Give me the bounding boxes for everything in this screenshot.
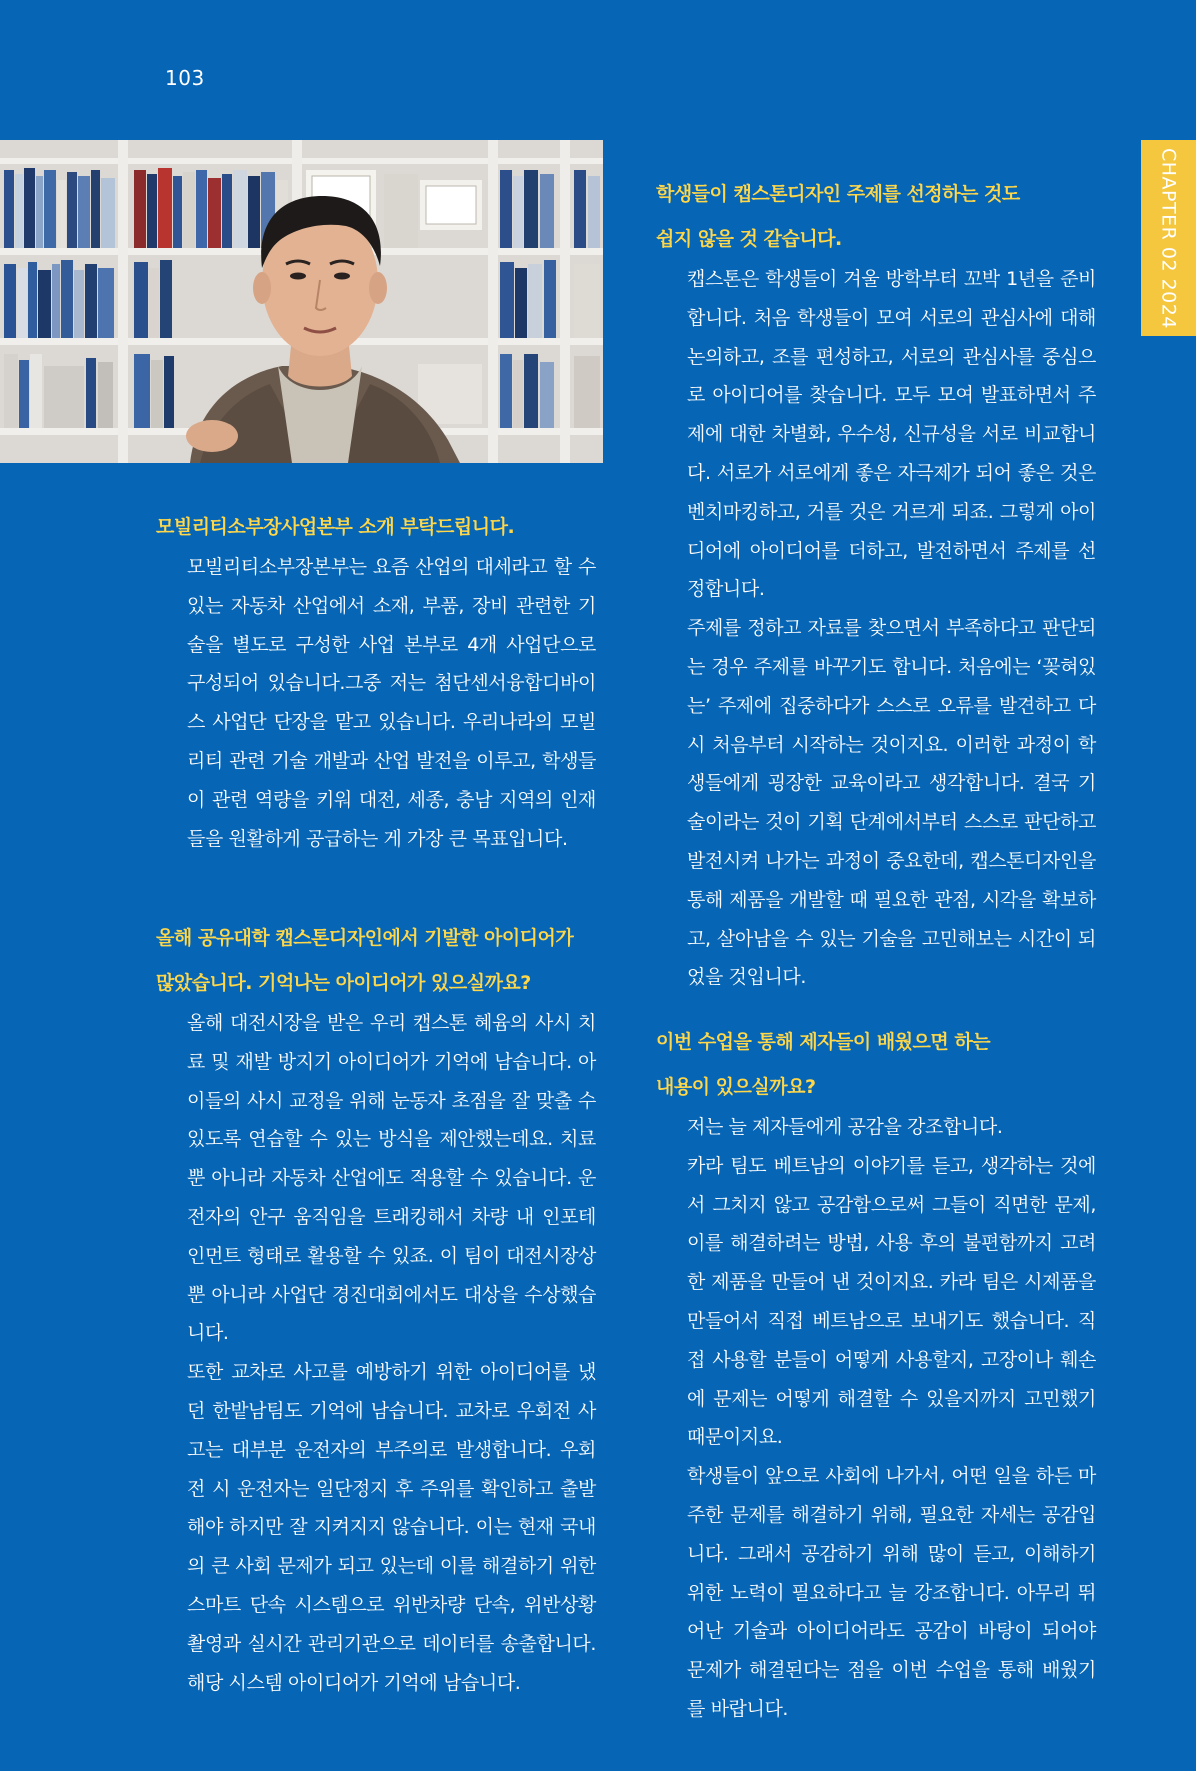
heading-line: 많았습니다. 기억나는 아이디어가 있으실까요? [156, 972, 531, 994]
heading-line: 쉽지 않을 것 같습니다. [656, 228, 842, 250]
section-body [656, 1108, 1096, 1729]
section-intro [156, 505, 596, 858]
section-lessons [656, 1020, 1096, 1729]
heading-line: 이번 수업을 통해 제자들이 배웠으면 하는 [656, 1031, 991, 1053]
heading-line: 올해 공유대학 캡스톤디자인에서 기발한 아이디어가 [156, 927, 574, 949]
paragraph: 저는 늘 제자들에게 공감을 강조합니다. [687, 1116, 1003, 1138]
interview-photo [0, 140, 603, 463]
section-body [156, 1004, 596, 1702]
section-heading [656, 172, 1096, 262]
section-heading [156, 916, 596, 1006]
paragraph: 또한 교차로 사고를 예방하기 위한 아이디어를 냈던 한밭남팀도 기억에 남습니다. 교차로 우회전 사고는 대부분 운전자의 부주의로 발생합니다. 우회전 시 운전자는 일단정지 후 주위를 확인하고 출발해야 하지만 잘 지켜지지 않습니다. 이는 현재 국내의 큰 사회 문제가 되고 있는데 이를 해결하기 위한 스마트 단속 시스템으로 위반차량 단속, 위반상황 촬영과 실시간 관리기관으로 데이터를 송출합니다. 해당 시스템 아이디어가 기억에 남습니다. [187, 1361, 596, 1694]
paragraph: 올해 대전시장을 받은 우리 캡스톤 혜윰의 사시 치료 및 재발 방지기 아이디어가 기억에 남습니다. 아이들의 사시 교정을 위해 눈동자 초점을 잘 맞출 수 있도록 연습할 수 있는 방식을 제안했는데요. 치료뿐 아니라 자동차 산업에도 적용할 수 있습니다. 운전자의 안구 움직임을 트래킹해서 차량 내 인포테인먼트 형태로 활용할 수 있죠. 이 팀이 대전시장상뿐 아니라 사업단 경진대회에서도 대상을 수상했습니다. [187, 1012, 596, 1345]
section-body [656, 260, 1096, 997]
section-body [156, 548, 596, 858]
paragraph: 캡스톤은 학생들이 겨울 방학부터 꼬박 1년을 준비합니다. 처음 학생들이 모여 서로의 관심사에 대해 논의하고, 조를 편성하고, 서로의 관심사를 중심으로 아이디어를 찾습니다. 모두 모여 발표하면서 주제에 대한 차별화, 우수성, 신규성을 서로 비교합니다. 서로가 서로에게 좋은 자극제가 되어 좋은 것은 벤치마킹하고, 거를 것은 거르게 되죠. 그렇게 아이디어에 아이디어를 더하고, 발전하면서 주제를 선정합니다. [687, 268, 1096, 601]
section-topic-selection [656, 172, 1096, 997]
chapter-tab [1141, 140, 1196, 336]
heading-line: 내용이 있으실까요? [656, 1076, 816, 1098]
heading-line: 모빌리티소부장사업본부 소개 부탁드립니다. [156, 516, 515, 538]
heading-line: 학생들이 캡스톤디자인 주제를 선정하는 것도 [656, 183, 1020, 205]
section-heading [656, 1020, 1096, 1110]
paragraph: 모빌리티소부장본부는 요즘 산업의 대세라고 할 수 있는 자동차 산업에서 소재, 부품, 장비 관련한 기술을 별도로 구성한 사업 본부로 4개 사업단으로 구성되어 있습니다.그중 저는 첨단센서융합디바이스 사업단 단장을 맡고 있습니다. 우리나라의 모빌리티 관련 기술 개발과 산업 발전을 이루고, 학생들이 관련 역량을 키워 대전, 세종, 충남 지역의 인재들을 원활하게 공급하는 게 가장 큰 목표입니다. [187, 556, 596, 850]
section-heading [156, 505, 596, 550]
chapter-tab-label: CHAPTER 02 2024 [1157, 147, 1180, 329]
paragraph: 주제를 정하고 자료를 찾으면서 부족하다고 판단되는 경우 주제를 바꾸기도 합니다. 처음에는 ‘꽂혀있는’ 주제에 집중하다가 스스로 오류를 발견하고 다시 처음부터 시작하는 것이지요. 이러한 과정이 학생들에게 굉장한 교육이라고 생각합니다. 결국 기술이라는 것이 기획 단계에서부터 스스로 판단하고 발전시켜 나가는 과정이 중요한데, 캡스톤디자인을 통해 제품을 개발할 때 필요한 관점, 시각을 확보하고, 살아남을 수 있는 기술을 고민해보는 시간이 되었을 것입니다. [687, 617, 1096, 989]
paragraph: 학생들이 앞으로 사회에 나가서, 어떤 일을 하든 마주한 문제를 해결하기 위해, 필요한 자세는 공감입니다. 그래서 공감하기 위해 많이 듣고, 이해하기 위한 노력이 필요하다고 늘 강조합니다. 아무리 뛰어난 기술과 아이디어라도 공감이 바탕이 되어야 문제가 해결된다는 점을 이번 수업을 통해 배웠기를 바랍니다. [687, 1465, 1096, 1720]
section-capstone-ideas [156, 916, 596, 1702]
paragraph: 카라 팀도 베트남의 이야기를 듣고, 생각하는 것에서 그치지 않고 공감함으로써 그들이 직면한 문제, 이를 해결하려는 방법, 사용 후의 불편함까지 고려한 제품을 만들어 낸 것이지요. 카라 팀은 시제품을 만들어서 직접 베트남으로 보내기도 했습니다. 직접 사용할 분들이 어떻게 사용할지, 고장이나 훼손에 문제는 어떻게 해결할 수 있을지까지 고민했기 때문이지요. [687, 1154, 1096, 1449]
page-number: 103 [165, 66, 205, 90]
